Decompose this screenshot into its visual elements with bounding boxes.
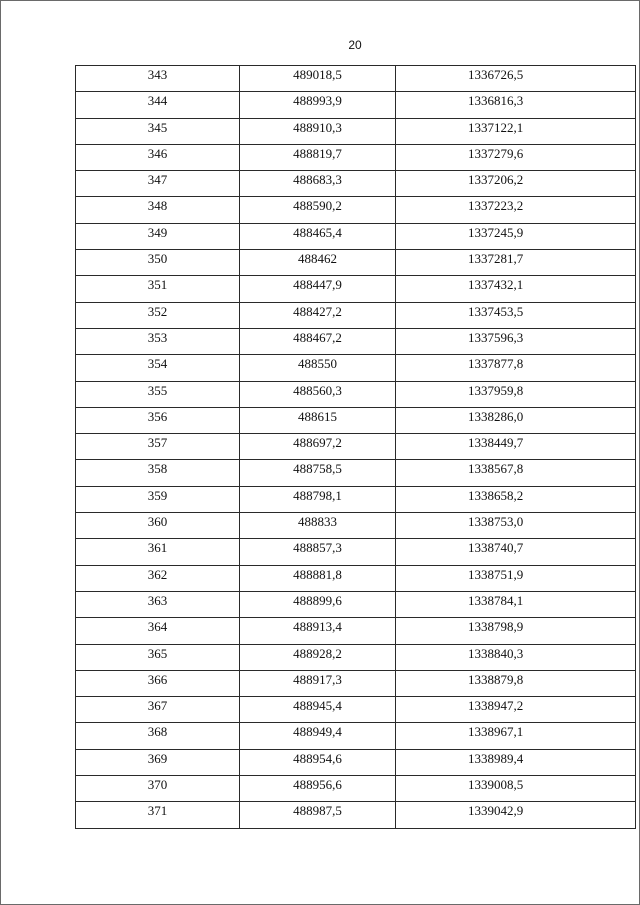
x-coordinate-cell: 489018,5 xyxy=(240,66,396,92)
table-row xyxy=(76,434,636,460)
point-number-cell: 351 xyxy=(76,276,240,302)
y-coordinate-cell: 1338947,2 xyxy=(396,697,636,723)
point-number-cell: 365 xyxy=(76,644,240,670)
y-coordinate-cell: 1336726,5 xyxy=(396,66,636,92)
table-row xyxy=(76,776,636,802)
y-coordinate-cell: 1338798,9 xyxy=(396,618,636,644)
x-coordinate-cell: 488465,4 xyxy=(240,223,396,249)
x-coordinate-cell: 488917,3 xyxy=(240,670,396,696)
table-row xyxy=(76,223,636,249)
table-row xyxy=(76,328,636,354)
point-number-cell: 370 xyxy=(76,776,240,802)
point-number-cell: 366 xyxy=(76,670,240,696)
y-coordinate-cell: 1336816,3 xyxy=(396,92,636,118)
x-coordinate-cell: 488928,2 xyxy=(240,644,396,670)
x-coordinate-cell: 488697,2 xyxy=(240,434,396,460)
point-number-cell: 371 xyxy=(76,802,240,828)
y-coordinate-cell: 1339008,5 xyxy=(396,776,636,802)
point-number-cell: 346 xyxy=(76,144,240,170)
x-coordinate-cell: 488683,3 xyxy=(240,171,396,197)
point-number-cell: 355 xyxy=(76,381,240,407)
y-coordinate-cell: 1338286,0 xyxy=(396,407,636,433)
table-row xyxy=(76,565,636,591)
y-coordinate-cell: 1337223,2 xyxy=(396,197,636,223)
y-coordinate-cell: 1337281,7 xyxy=(396,250,636,276)
point-number-cell: 353 xyxy=(76,328,240,354)
table-row xyxy=(76,92,636,118)
table-row xyxy=(76,723,636,749)
x-coordinate-cell: 488758,5 xyxy=(240,460,396,486)
point-number-cell: 368 xyxy=(76,723,240,749)
y-coordinate-cell: 1338449,7 xyxy=(396,434,636,460)
point-number-cell: 352 xyxy=(76,302,240,328)
table-row xyxy=(76,697,636,723)
point-number-cell: 354 xyxy=(76,355,240,381)
x-coordinate-cell: 488913,4 xyxy=(240,618,396,644)
table-row xyxy=(76,539,636,565)
x-coordinate-cell: 488819,7 xyxy=(240,144,396,170)
point-number-cell: 369 xyxy=(76,749,240,775)
x-coordinate-cell: 488550 xyxy=(240,355,396,381)
x-coordinate-cell: 488462 xyxy=(240,250,396,276)
x-coordinate-cell: 488857,3 xyxy=(240,539,396,565)
point-number-cell: 348 xyxy=(76,197,240,223)
x-coordinate-cell: 488560,3 xyxy=(240,381,396,407)
point-number-cell: 349 xyxy=(76,223,240,249)
x-coordinate-cell: 488447,9 xyxy=(240,276,396,302)
x-coordinate-cell: 488798,1 xyxy=(240,486,396,512)
table-row xyxy=(76,250,636,276)
point-number-cell: 367 xyxy=(76,697,240,723)
point-number-cell: 357 xyxy=(76,434,240,460)
x-coordinate-cell: 488956,6 xyxy=(240,776,396,802)
y-coordinate-cell: 1338840,3 xyxy=(396,644,636,670)
y-coordinate-cell: 1338567,8 xyxy=(396,460,636,486)
point-number-cell: 343 xyxy=(76,66,240,92)
y-coordinate-cell: 1338967,1 xyxy=(396,723,636,749)
table-row xyxy=(76,276,636,302)
y-coordinate-cell: 1337453,5 xyxy=(396,302,636,328)
point-number-cell: 358 xyxy=(76,460,240,486)
y-coordinate-cell: 1338658,2 xyxy=(396,486,636,512)
y-coordinate-cell: 1337206,2 xyxy=(396,171,636,197)
x-coordinate-cell: 488945,4 xyxy=(240,697,396,723)
point-number-cell: 362 xyxy=(76,565,240,591)
table-row xyxy=(76,197,636,223)
point-number-cell: 363 xyxy=(76,591,240,617)
table-row xyxy=(76,644,636,670)
table-row xyxy=(76,513,636,539)
y-coordinate-cell: 1338753,0 xyxy=(396,513,636,539)
y-coordinate-cell: 1337596,3 xyxy=(396,328,636,354)
x-coordinate-cell: 488987,5 xyxy=(240,802,396,828)
table-row xyxy=(76,486,636,512)
y-coordinate-cell: 1337877,8 xyxy=(396,355,636,381)
x-coordinate-cell: 488954,6 xyxy=(240,749,396,775)
table-row xyxy=(76,302,636,328)
point-number-cell: 361 xyxy=(76,539,240,565)
x-coordinate-cell: 488590,2 xyxy=(240,197,396,223)
x-coordinate-cell: 488467,2 xyxy=(240,328,396,354)
table-row xyxy=(76,171,636,197)
x-coordinate-cell: 488910,3 xyxy=(240,118,396,144)
point-number-cell: 350 xyxy=(76,250,240,276)
table-row xyxy=(76,118,636,144)
y-coordinate-cell: 1338989,4 xyxy=(396,749,636,775)
y-coordinate-cell: 1338751,9 xyxy=(396,565,636,591)
table-row xyxy=(76,591,636,617)
table-row xyxy=(76,407,636,433)
x-coordinate-cell: 488949,4 xyxy=(240,723,396,749)
x-coordinate-cell: 488833 xyxy=(240,513,396,539)
table-row xyxy=(76,802,636,828)
x-coordinate-cell: 488993,9 xyxy=(240,92,396,118)
page-number: 20 xyxy=(348,38,362,52)
x-coordinate-cell: 488881,8 xyxy=(240,565,396,591)
coordinates-table xyxy=(75,65,636,829)
point-number-cell: 360 xyxy=(76,513,240,539)
table-row xyxy=(76,355,636,381)
point-number-cell: 347 xyxy=(76,171,240,197)
x-coordinate-cell: 488615 xyxy=(240,407,396,433)
table-row xyxy=(76,618,636,644)
point-number-cell: 359 xyxy=(76,486,240,512)
point-number-cell: 345 xyxy=(76,118,240,144)
table-row xyxy=(76,460,636,486)
y-coordinate-cell: 1338740,7 xyxy=(396,539,636,565)
point-number-cell: 356 xyxy=(76,407,240,433)
table-row xyxy=(76,144,636,170)
y-coordinate-cell: 1337279,6 xyxy=(396,144,636,170)
table-row xyxy=(76,670,636,696)
x-coordinate-cell: 488427,2 xyxy=(240,302,396,328)
x-coordinate-cell: 488899,6 xyxy=(240,591,396,617)
coordinates-table-body xyxy=(76,66,636,829)
table-row xyxy=(76,381,636,407)
y-coordinate-cell: 1339042,9 xyxy=(396,802,636,828)
point-number-cell: 344 xyxy=(76,92,240,118)
y-coordinate-cell: 1337245,9 xyxy=(396,223,636,249)
y-coordinate-cell: 1338784,1 xyxy=(396,591,636,617)
y-coordinate-cell: 1337432,1 xyxy=(396,276,636,302)
table-row xyxy=(76,66,636,92)
y-coordinate-cell: 1337122,1 xyxy=(396,118,636,144)
y-coordinate-cell: 1337959,8 xyxy=(396,381,636,407)
point-number-cell: 364 xyxy=(76,618,240,644)
table-row xyxy=(76,749,636,775)
y-coordinate-cell: 1338879,8 xyxy=(396,670,636,696)
